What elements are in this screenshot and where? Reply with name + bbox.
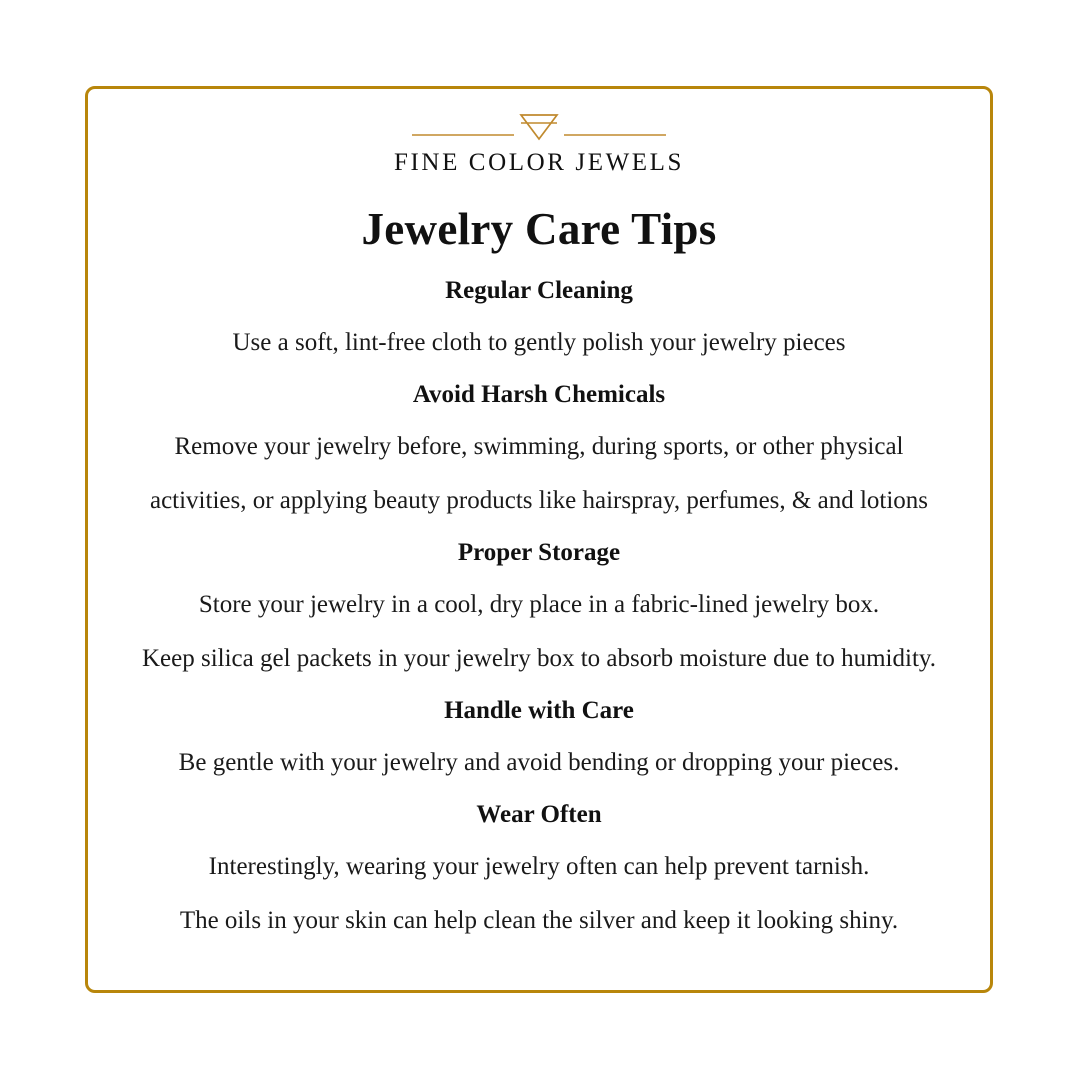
section-text: Keep silica gel packets in your jewelry box to absorb moisture due to humidity. — [141, 645, 937, 672]
diamond-gem-icon — [404, 105, 674, 147]
page-title: Jewelry Care Tips — [361, 204, 717, 254]
section-heading: Wear Often — [476, 801, 602, 828]
brand-header — [88, 105, 990, 177]
section-heading: Avoid Harsh Chemicals — [412, 381, 666, 408]
section-text: Be gentle with your jewelry and avoid bending or dropping your pieces. — [178, 749, 900, 776]
section-heading: Proper Storage — [457, 539, 621, 566]
section-heading: Handle with Care — [444, 697, 634, 724]
section-handle-with-care — [88, 697, 990, 779]
section-text: Interestingly, wearing your jewelry often can help prevent tarnish. — [208, 853, 870, 880]
section-text: Remove your jewelry before, swimming, during sports, or other physical — [174, 433, 904, 460]
brand-logo — [88, 105, 990, 147]
section-text: Use a soft, lint-free cloth to gently polish your jewelry pieces — [232, 329, 846, 356]
section-text: Store your jewelry in a cool, dry place in a fabric-lined jewelry box. — [198, 591, 880, 618]
section-regular-cleaning — [88, 277, 990, 359]
section-heading: Regular Cleaning — [445, 277, 633, 304]
care-tips-card — [85, 86, 993, 993]
brand-name: FINE COLOR JEWELS — [393, 149, 685, 176]
section-wear-often — [88, 801, 990, 937]
section-text: The oils in your skin can help clean the silver and keep it looking shiny. — [179, 907, 899, 934]
section-proper-storage — [88, 539, 990, 675]
section-avoid-harsh-chemicals — [88, 381, 990, 517]
section-text: activities, or applying beauty products like hairspray, perfumes, & and lotions — [149, 487, 929, 514]
